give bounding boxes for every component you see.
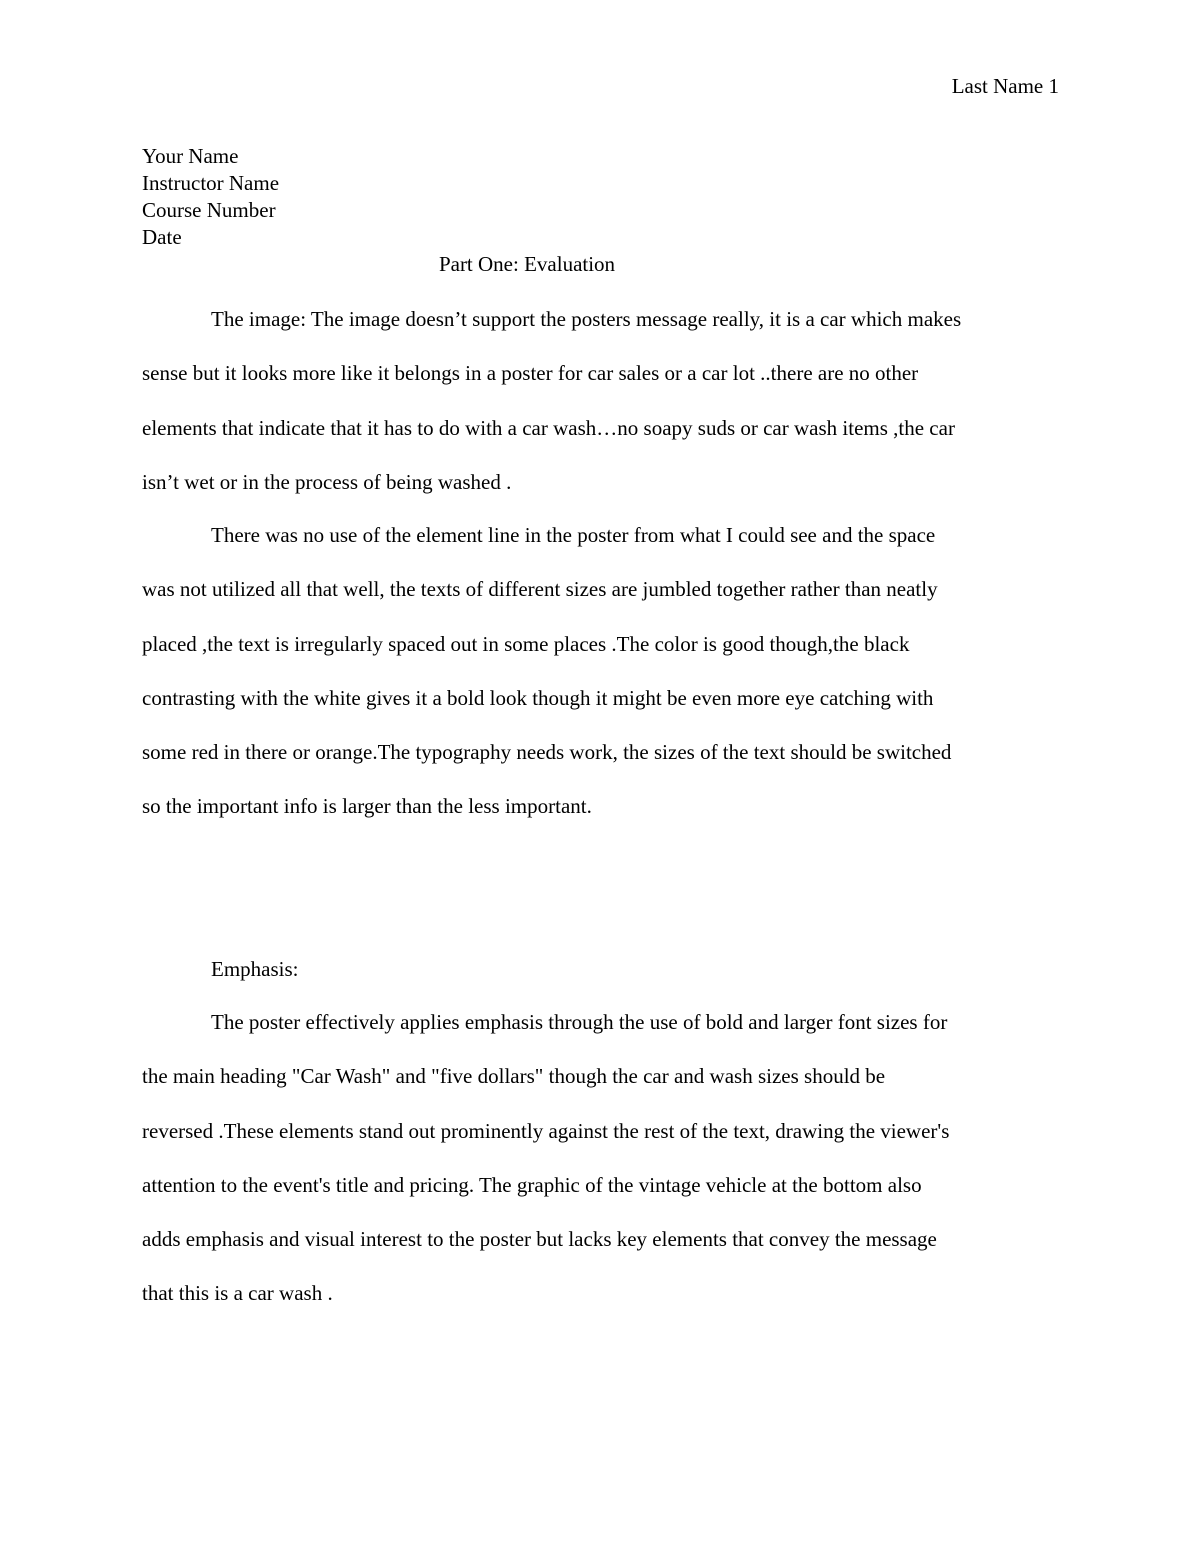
running-head: Last Name 1: [951, 74, 1059, 98]
paragraph-elements: [142, 508, 1057, 834]
student-name: Your Name: [142, 144, 239, 168]
paragraph-line: sense but it looks more like it belongs in a poster for car sales or a car lot ..there are no other: [142, 361, 919, 386]
paragraph-line: elements that indicate that it has to do with a car wash…no soapy suds or car wash items ,the car: [142, 415, 955, 440]
subheading-line: Emphasis:: [211, 957, 299, 981]
paragraph-line: isn’t wet or in the process of being washed .: [142, 469, 512, 494]
paragraph-line: attention to the event's title and pricing. The graphic of the vintage vehicle at the bottom also: [142, 1172, 922, 1197]
paragraph-line: some red in there or orange.The typography needs work, the sizes of the text should be switched: [142, 740, 952, 765]
paragraph-image: [142, 292, 1057, 509]
emphasis-subheading: [142, 942, 1057, 996]
document-title: Part One: Evaluation: [438, 252, 616, 276]
paragraph-line: There was no use of the element line in the poster from what I could see and the space: [211, 523, 936, 547]
paragraph-line: The poster effectively applies emphasis through the use of bold and larger font sizes for: [211, 1010, 948, 1034]
paragraph-line: The image: The image doesn’t support the posters message really, it is a car which makes: [211, 307, 962, 331]
paragraph-line: was not utilized all that well, the texts of different sizes are jumbled together rather than neatly: [142, 577, 938, 602]
paragraph-line: so the important info is larger than the less important.: [142, 794, 592, 819]
course-number: Course Number: [142, 198, 276, 222]
heading-block: [142, 143, 279, 251]
paragraph-line: contrasting with the white gives it a bold look though it might be even more eye catching with: [142, 685, 934, 710]
paragraph-line: that this is a car wash .: [142, 1281, 333, 1306]
paragraph-line: the main heading "Car Wash" and "five dollars" though the car and wash sizes should be: [142, 1064, 886, 1089]
paragraph-emphasis: [142, 995, 1057, 1321]
instructor-name: Instructor Name: [142, 171, 280, 195]
paragraph-line: placed ,the text is irregularly spaced out in some places .The color is good though,the black: [142, 631, 910, 656]
paragraph-line: reversed .These elements stand out prominently against the rest of the text, drawing the viewer's: [142, 1118, 950, 1143]
paragraph-line: adds emphasis and visual interest to the poster but lacks key elements that convey the message: [142, 1227, 937, 1252]
date: Date: [142, 225, 182, 249]
